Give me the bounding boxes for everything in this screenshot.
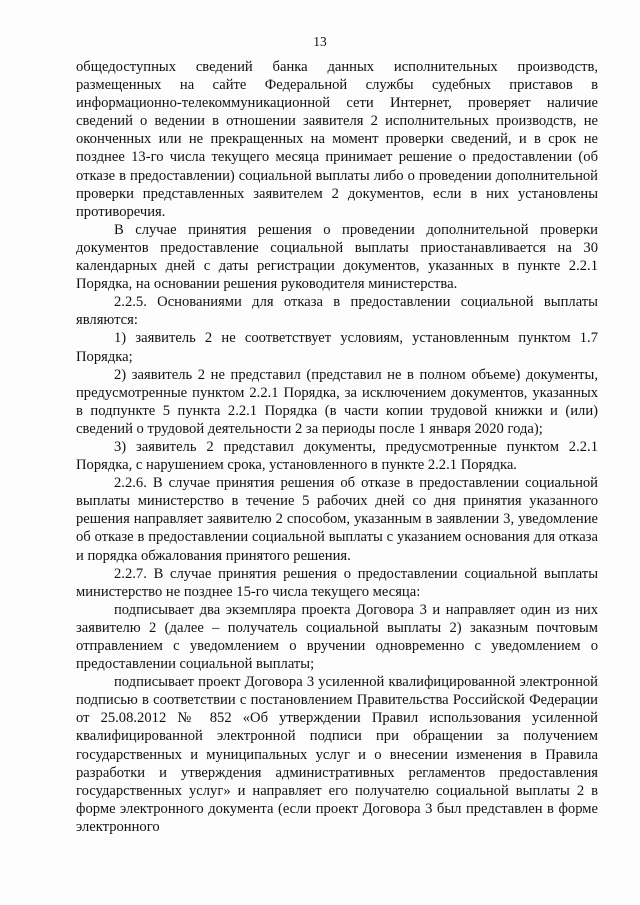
list-item-refusal-3: 3) заявитель 2 представил документы, предусмотренные пунктом 2.2.1 Порядка, с нарушением срока, установленного в пункте 2.2.1 Порядка. xyxy=(76,438,598,474)
list-item-refusal-1: 1) заявитель 2 не соответствует условиям, установленным пунктом 1.7 Порядка; xyxy=(76,330,598,365)
document-body xyxy=(76,58,598,836)
page-number: 13 xyxy=(313,34,327,49)
paragraph-additional-check: В случае принятия решения о проведении дополнительной проверки документов предоставление социальной выплаты приостанавливается на 30 календарных дней с даты регистрации документов, указанных в пункте 2.2.1 Порядка, на основании решения руководителя министерства. xyxy=(76,221,598,293)
paragraph-sign-electronic: подписывает проект Договора 3 усиленной квалифицированной электронной подписью в соответствии с постановлением Правительства Российской Федерации от 25.08.2012 № 852 «Об утверждении Правил использования усиленной квалифицированной электронной подписи при обращении за получением государственных и муниципальных услуг и о внесении изменения в Правила разработки и утверждения административных регламентов предоставления государственных услуг» и направляет его получателю социальной выплаты 2 в форме электронного документа (если проект Договора 3 был представлен в форме электронного xyxy=(76,674,598,835)
paragraph-continuation: общедоступных сведений банка данных исполнительных производств, размещенных на сайте Федеральной службы судебных приставов в информационно-телекоммуникационной сети Интернет, проверяет наличие сведений о ведении в отношении заявителя 2 исполнительных производств, не оконченных или не прекращенных на момент проверки сведений, и в срок не позднее 13-го числа текущего месяца принимает решение о предоставлении (об отказе в предоставлении) социальной выплаты либо о проведении дополнительной проверки представленных заявителем 2 документов, если в них установлены противоречия. xyxy=(76,59,598,220)
paragraph-sign-paper: подписывает два экземпляра проекта Договора 3 и направляет один из них заявителю 2 (далее – получатель социальной выплаты 2) заказным почтовым отправлением с уведомлением о вручении одновременно с уведомлением о предоставлении социальной выплаты; xyxy=(76,601,598,673)
list-item-refusal-2: 2) заявитель 2 не представил (представил не в полном объеме) документы, предусмотренные пунктом 2.2.1 Порядка, за исключением документов, указанных в подпункте 5 пункта 2.2.1 Порядка (в части копии трудовой книжки и (или) сведений о трудовой деятельности 2 за периоды после 1 января 2020 года); xyxy=(76,366,598,437)
paragraph-2-2-7: 2.2.7. В случае принятия решения о предоставлении социальной выплаты министерство не позднее 15-го числа текущего месяца: xyxy=(76,565,598,600)
paragraph-2-2-5: 2.2.5. Основаниями для отказа в предоставлении социальной выплаты являются: xyxy=(76,294,598,329)
paragraph-2-2-6: 2.2.6. В случае принятия решения об отказе в предоставлении социальной выплаты министерство в течение 5 рабочих дней со дня принятия указанного решения направляет заявителю 2 способом, указанным в заявлении 3, уведомление об отказе в предоставлении социальной выплаты с указанием основания для отказа и порядка обжалования принятого решения. xyxy=(76,475,598,564)
